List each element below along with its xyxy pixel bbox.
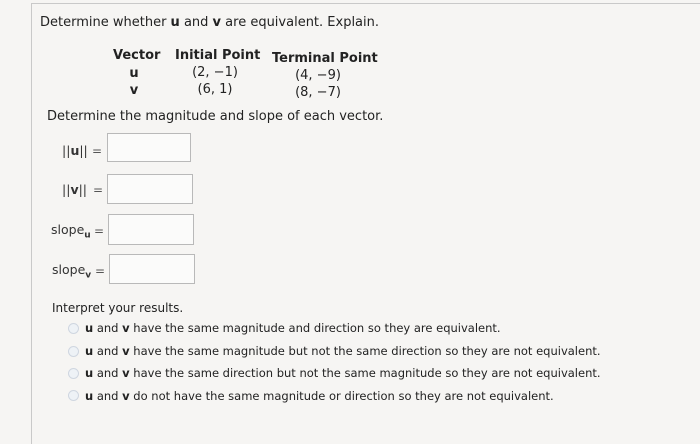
vector-v-label: v bbox=[212, 15, 222, 30]
slope-u-label: slope$_u$ bbox=[51, 222, 91, 241]
row-v-terminal: (8, −7) bbox=[295, 85, 341, 100]
row-v-initial: (6, 1) bbox=[197, 82, 233, 97]
mag-u-label: ||u|| bbox=[62, 143, 88, 158]
slope-u-input[interactable] bbox=[108, 214, 194, 245]
mag-u-equals: = bbox=[92, 144, 103, 158]
header-terminal-point: Terminal Point bbox=[272, 51, 378, 66]
slope-v-equals: = bbox=[95, 264, 106, 278]
header-initial-point: Initial Point bbox=[175, 48, 261, 63]
row-v-vector: v bbox=[129, 83, 139, 98]
row-u-terminal: (4, −9) bbox=[295, 68, 341, 83]
subprompt: Determine the magnitude and slope of each vector. bbox=[47, 109, 384, 124]
vector-u-label: u bbox=[170, 15, 180, 30]
option-3-label[interactable]: u and v have the same direction but not the same magnitude so they are not equivalent. bbox=[85, 366, 601, 380]
mag-v-equals: = bbox=[93, 183, 104, 197]
option-3-radio[interactable] bbox=[68, 368, 79, 379]
question-prompt: Determine whether u and v are equivalent. Explain. bbox=[40, 15, 380, 30]
mag-u-input[interactable] bbox=[107, 133, 191, 162]
row-u-vector: u bbox=[129, 66, 139, 81]
interpret-title: Interpret your results. bbox=[52, 301, 184, 315]
option-1-radio[interactable] bbox=[68, 323, 79, 334]
slope-u-equals: = bbox=[94, 224, 105, 238]
mag-v-input[interactable] bbox=[107, 174, 193, 204]
option-2-radio[interactable] bbox=[68, 346, 79, 357]
option-2-label[interactable]: u and v have the same magnitude but not the same direction so they are not equivalent. bbox=[85, 344, 601, 358]
row-u-initial: (2, −1) bbox=[192, 65, 238, 80]
option-1-label[interactable]: u and v have the same magnitude and direction so they are equivalent. bbox=[85, 321, 501, 335]
option-4-radio[interactable] bbox=[68, 390, 79, 401]
header-vector: Vector bbox=[113, 48, 161, 63]
slope-v-input[interactable] bbox=[109, 254, 195, 284]
slope-v-label: slope$_v$ bbox=[52, 262, 92, 281]
mag-v-label: ||v|| bbox=[62, 182, 88, 197]
option-4-label[interactable]: u and v do not have the same magnitude or direction so they are not equivalent. bbox=[85, 389, 554, 403]
